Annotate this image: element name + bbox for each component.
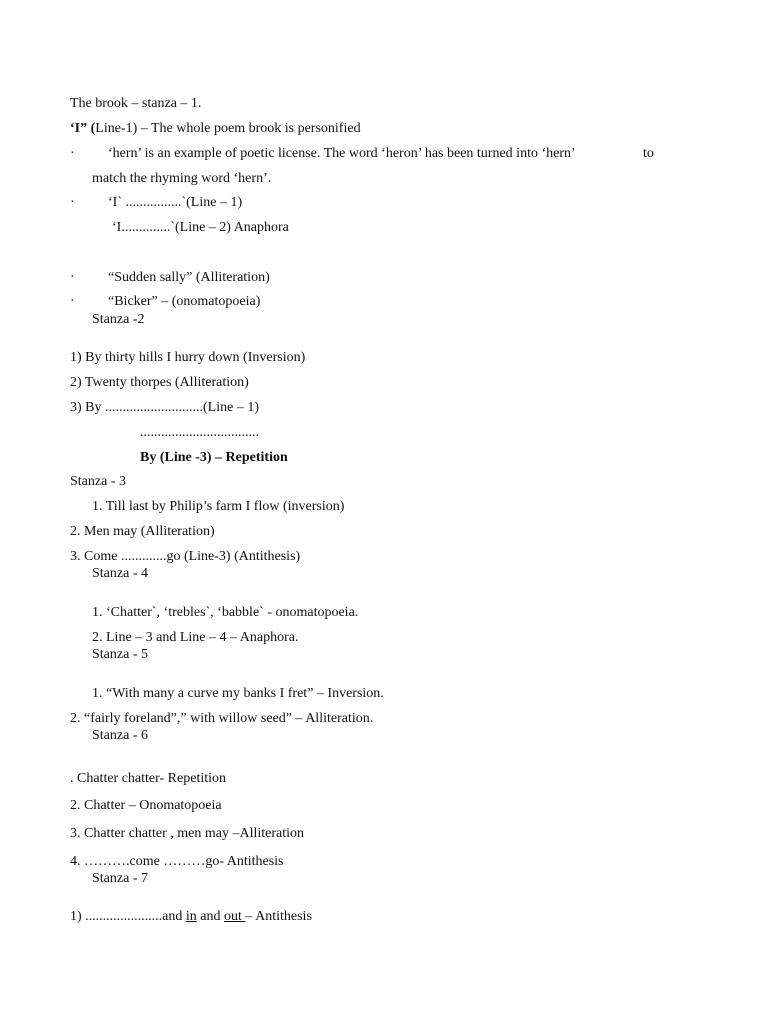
stanza3-item3: 3. Come .............go (Line-3) (Antithesis) [70, 549, 301, 564]
stanza1-anaphora-a: ‘I` ................`(Line – 1) [108, 195, 243, 210]
stanza6-item1: . Chatter chatter- Repetition [70, 771, 226, 786]
stanza2-dots: .................................. [140, 425, 259, 440]
stanza1-bicker: “Bicker” – (onomatopoeia) [108, 294, 261, 309]
stanza7-item1-start: 1) ......................and [70, 909, 186, 924]
stanza3-item2: 2. Men may (Alliteration) [70, 524, 215, 539]
stanza3-heading: Stanza - 3 [70, 474, 126, 489]
stanza2-item2: 2) Twenty thorpes (Alliteration) [70, 375, 249, 390]
stanza1-line1 [70, 121, 361, 137]
stanza6-item2: 2. Chatter – Onomatopoeia [70, 798, 222, 813]
stanza7-item1 [70, 909, 312, 925]
stanza1-hern-line-b: match the rhyming word ‘hern’. [92, 171, 272, 186]
stanza1-hern-to: to [643, 146, 654, 161]
stanza4-heading: Stanza - 4 [92, 566, 148, 581]
stanza4-item1: 1. ‘Chatter`, ‘trebles`, ‘babble` - onomatopoeia. [92, 605, 359, 620]
stanza6-heading: Stanza - 6 [92, 728, 148, 743]
stanza2-item1: 1) By thirty hills I hurry down (Inversion) [70, 350, 306, 365]
stanza6-item4: 4. ……….come ………go- Antithesis [70, 854, 284, 869]
stanza5-item2: 2. “fairly foreland”,” with willow seed” – Alliteration. [70, 711, 374, 726]
stanza7-item1-and: and [196, 909, 224, 924]
bullet-icon: · [70, 270, 75, 285]
stanza7-item1-out: out [224, 909, 246, 924]
bullet-icon: · [70, 195, 75, 210]
stanza2-item3: 3) By ............................(Line – 1) [70, 400, 259, 415]
stanza7-heading: Stanza - 7 [92, 871, 148, 886]
bullet-icon: · [70, 146, 75, 161]
stanza5-heading: Stanza - 5 [92, 647, 148, 662]
bullet-icon: · [70, 294, 75, 309]
stanza6-item3: 3. Chatter chatter , men may –Alliteration [70, 826, 305, 841]
stanza1-heading: The brook – stanza – 1. [70, 96, 202, 111]
stanza1-sudden-sally: “Sudden sally” (Alliteration) [108, 270, 270, 285]
stanza2-repetition: By (Line -3) – Repetition [140, 450, 288, 465]
stanza7-item1-in: in [185, 909, 197, 924]
stanza1-hern-line-a: ‘hern’ is an example of poetic license. The word ‘heron’ has been turned into ‘hern’ [108, 146, 576, 161]
stanza7-item1-end: – Antithesis [245, 909, 312, 924]
stanza3-item1: 1. Till last by Philip’s farm I flow (inversion) [92, 499, 345, 514]
stanza1-line1-rest: Line-1) – The whole poem brook is personified [95, 121, 361, 136]
stanza2-heading: Stanza -2 [92, 312, 145, 327]
stanza4-item2: 2. Line – 3 and Line – 4 – Anaphora. [92, 630, 299, 645]
stanza5-item1: 1. “With many a curve my banks I fret” – Inversion. [92, 686, 384, 701]
stanza1-anaphora-b: ‘I..............`(Line – 2) Anaphora [112, 220, 289, 235]
stanza1-line1-bold: ‘I” ( [70, 121, 96, 136]
